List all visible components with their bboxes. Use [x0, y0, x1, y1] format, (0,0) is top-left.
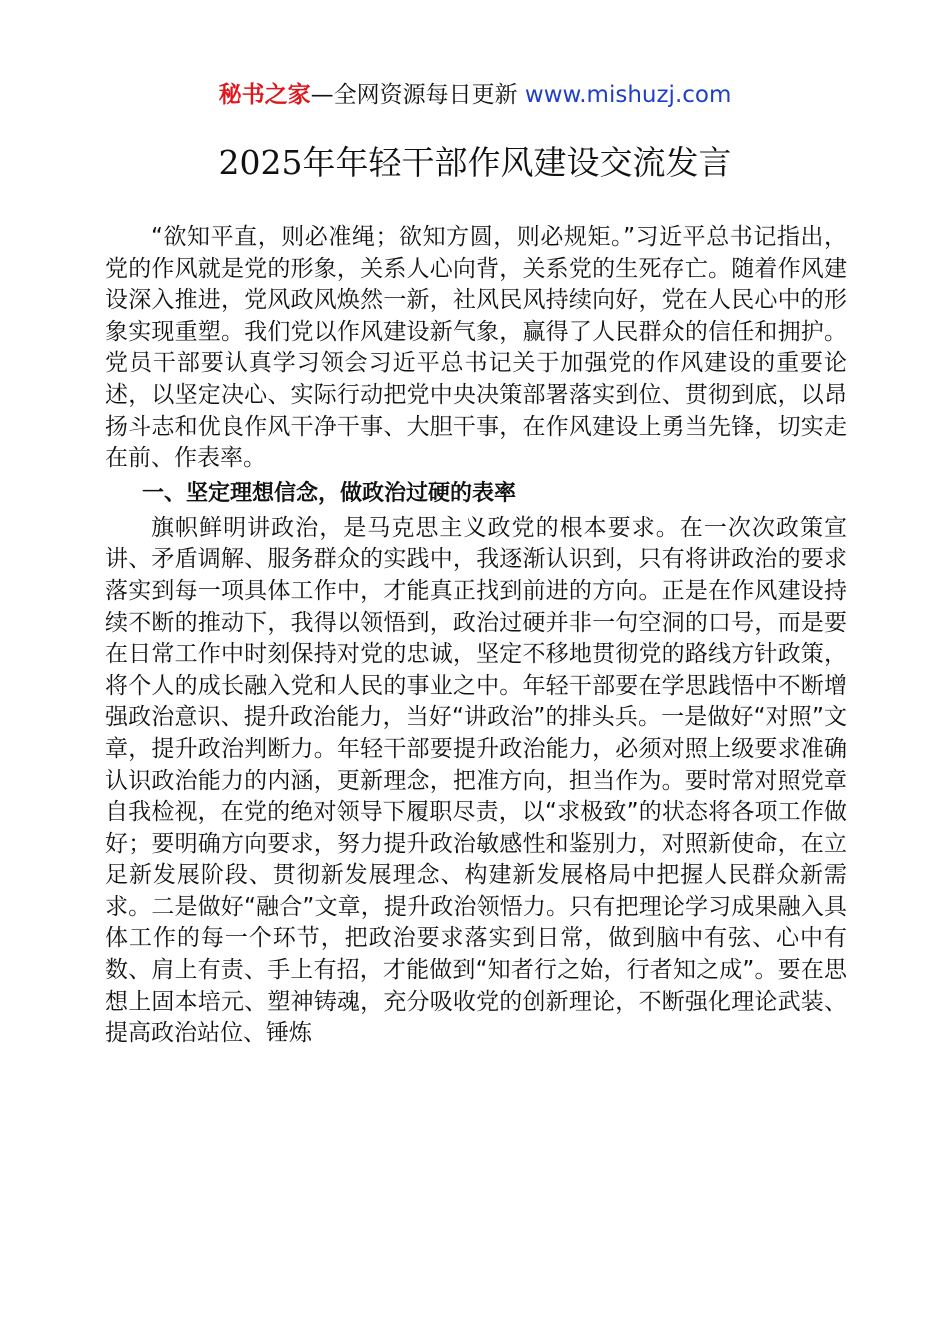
document-title [0, 140, 950, 186]
site-url-link[interactable]: www.mishuzj.com [524, 82, 732, 108]
document-body [105, 222, 847, 1050]
document-title-text: 年年轻干部作风建设交流发言 [302, 143, 732, 182]
site-tagline: —全网资源每日更新 [310, 82, 525, 108]
document-title-year: 2025 [218, 143, 303, 182]
site-header [0, 80, 950, 110]
paragraph-intro: “欲知平直，则必准绳；欲知方圆，则必规矩。”习近平总书记指出，党的作风就是党的形象，关系人心向背，关系党的生死存亡。随着作风建设深入推进，党风政风焕然一新，社风民风持续向好，党在人民心中的形象实现重塑。我们党以作风建设新气象，赢得了人民群众的信任和拥护。党员干部要认真学习领会习近平总书记关于加强党的作风建设的重要论述，以坚定决心、实际行动把党中央决策部署落实到位、贯彻到底，以昂扬斗志和优良作风干净干事、大胆干事，在作风建设上勇当先锋，切实走在前、作表率。 [105, 224, 847, 472]
site-brand: 秘书之家 [218, 82, 311, 108]
section-heading-1: 一、坚定理想信念，做政治过硬的表率 [142, 480, 517, 506]
paragraph-section-1: 旗帜鲜明讲政治，是马克思主义政党的根本要求。在一次次政策宣讲、矛盾调解、服务群众的实践中，我逐渐认识到，只有将讲政治的要求落实到每一项具体工作中，才能真正找到前进的方向。正是在作风建设持续不断的推动下，我得以领悟到，政治过硬并非一句空洞的口号，而是要在日常工作中时刻保持对党的忠诚，坚定不移地贯彻党的路线方针政策，将个人的成长融入党和人民的事业之中。年轻干部要在学思践悟中不断增强政治意识、提升政治能力，当好“讲政治”的排头兵。一是做好“对照”文章，提升政治判断力。年轻干部要提升政治能力，必须对照上级要求准确认识政治能力的内涵，更新理念，把准方向，担当作为。要时常对照党章自我检视，在党的绝对领导下履职尽责，以“求极致”的状态将各项工作做好；要明确方向要求，努力提升政治敏感性和鉴别力，对照新使命，在立足新发展阶段、贯彻新发展理念、构建新发展格局中把握人民群众新需求。二是做好“融合”文章，提升政治领悟力。只有把理论学习成果融入具体工作的每一个环节，把政治要求落实到日常，做到脑中有弦、心中有数、肩上有责、手上有招，才能做到“知者行之始，行者知之成”。要在思想上固本培元、塑神铸魂，充分吸收党的创新理论，不断强化理论武装、提高政治站位、锤炼 [105, 514, 847, 1047]
